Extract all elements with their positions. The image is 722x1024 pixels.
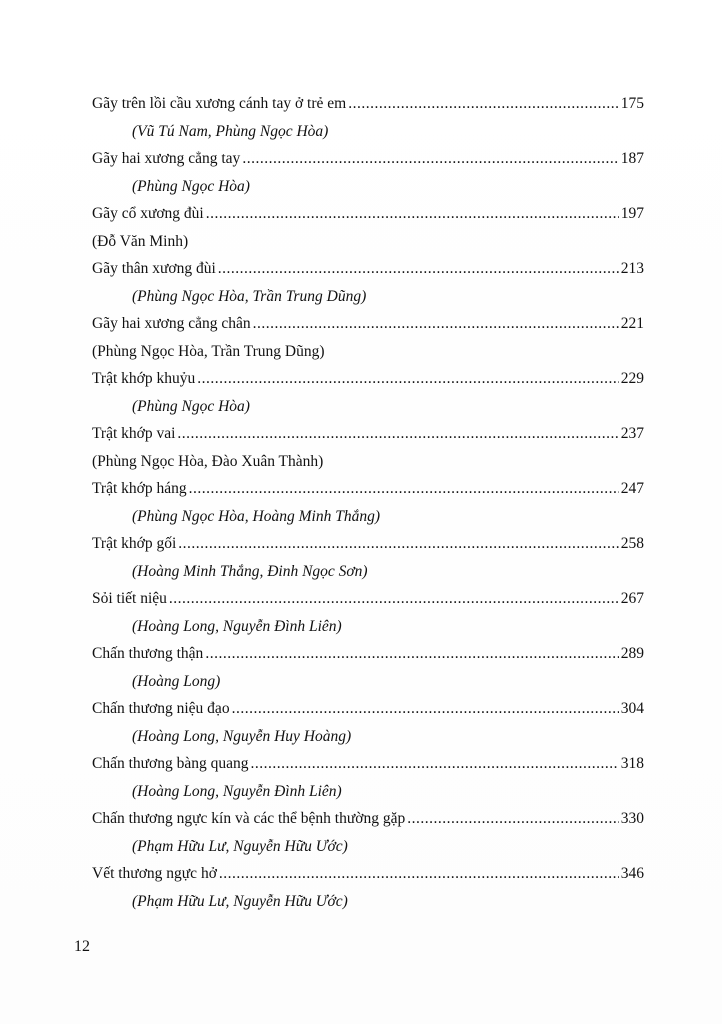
toc-entry-title: Chấn thương thận — [92, 645, 204, 662]
toc-title-line — [92, 423, 644, 451]
toc-entry-page: 289 — [620, 645, 644, 662]
toc-entry — [92, 148, 644, 203]
dot-leader — [232, 698, 619, 720]
page-number: 12 — [74, 938, 90, 955]
toc-entry — [92, 368, 644, 423]
toc-title-line — [92, 533, 644, 561]
toc-entry-authors: (Phùng Ngọc Hòa, Đào Xuân Thành) — [92, 452, 324, 470]
toc-entry-title: Chấn thương niệu đạo — [92, 700, 230, 717]
toc-title-line — [92, 588, 644, 616]
toc-entry — [92, 753, 644, 808]
toc-title-line — [92, 148, 644, 176]
toc-entry-page: 330 — [620, 810, 644, 827]
toc-entry-authors: (Phùng Ngọc Hòa, Trần Trung Dũng) — [92, 342, 325, 360]
toc-entry — [92, 698, 644, 753]
toc-title-line — [92, 203, 644, 231]
dot-leader — [407, 808, 619, 830]
toc-entry-title: Gãy hai xương cẳng chân — [92, 315, 251, 332]
toc-entry-authors: (Hoàng Long) — [132, 672, 221, 690]
toc-entry — [92, 478, 644, 533]
toc-entry — [92, 863, 644, 918]
toc-entry-title: Gãy cổ xương đùi — [92, 205, 204, 222]
toc-entry — [92, 258, 644, 313]
toc-entry-title: Chấn thương bàng quang — [92, 755, 249, 772]
toc-entry-page: 237 — [620, 425, 644, 442]
toc-entry-title: Trật khớp háng — [92, 480, 187, 497]
toc-entry — [92, 588, 644, 643]
toc-entry — [92, 533, 644, 588]
toc-entry-page: 258 — [620, 535, 644, 552]
toc-entry — [92, 313, 644, 368]
dot-leader — [218, 258, 619, 280]
dot-leader — [206, 203, 619, 225]
toc-entry-title: Trật khớp khuỷu — [92, 370, 196, 387]
toc-title-line — [92, 643, 644, 671]
toc-entry-title: Gãy hai xương cẳng tay — [92, 150, 241, 167]
toc-entry — [92, 423, 644, 478]
dot-leader — [242, 148, 618, 170]
dot-leader — [177, 423, 618, 445]
toc-entry-title: Trật khớp gối — [92, 535, 177, 552]
dot-leader — [189, 478, 619, 500]
toc-entry-page: 221 — [620, 315, 644, 332]
toc-entry-page: 197 — [620, 205, 644, 222]
dot-leader — [219, 863, 619, 885]
toc-entry-page: 175 — [620, 95, 644, 112]
dot-leader — [169, 588, 619, 610]
dot-leader — [348, 93, 619, 115]
toc-title-line — [92, 863, 644, 891]
toc-entry — [92, 808, 644, 863]
toc-entry-title: Gãy trên lồi cầu xương cánh tay ở trẻ em — [92, 95, 347, 112]
toc-entry-authors: (Phùng Ngọc Hòa) — [132, 397, 250, 415]
toc-entry-authors: (Đỗ Văn Minh) — [92, 232, 189, 250]
toc-entry-title: Gãy thân xương đùi — [92, 260, 216, 277]
toc-title-line — [92, 753, 644, 781]
toc-entry-authors: (Hoàng Long, Nguyễn Đình Liên) — [132, 782, 342, 800]
toc-title-line — [92, 93, 644, 121]
toc-entry-title: Vết thương ngực hở — [92, 865, 217, 882]
dot-leader — [251, 753, 619, 775]
toc-entry-authors: (Phạm Hữu Lư, Nguyễn Hữu Ước) — [132, 837, 348, 855]
toc-title-line — [92, 808, 644, 836]
toc-title-line — [92, 368, 644, 396]
toc-entry-title: Sỏi tiết niệu — [92, 590, 167, 607]
toc-entry-page: 187 — [620, 150, 644, 167]
toc-entry — [92, 93, 644, 148]
toc-entry-authors: (Phùng Ngọc Hòa) — [132, 177, 250, 195]
dot-leader — [205, 643, 618, 665]
toc-title-line — [92, 313, 644, 341]
toc-entry-authors: (Phùng Ngọc Hòa, Trần Trung Dũng) — [132, 287, 367, 305]
toc-entry-page: 346 — [620, 865, 644, 882]
toc-entry-page: 247 — [620, 480, 644, 497]
toc-entry-authors: (Hoàng Minh Thắng, Đinh Ngọc Sơn) — [132, 562, 368, 580]
toc-entry-authors: (Vũ Tú Nam, Phùng Ngọc Hòa) — [132, 122, 329, 140]
toc-entry-title: Chấn thương ngực kín và các thể bệnh thường gặp — [92, 810, 406, 827]
toc-entry-page: 229 — [620, 370, 644, 387]
toc-entry-page: 267 — [620, 590, 644, 607]
toc-entry-page: 213 — [620, 260, 644, 277]
toc-entry-page: 318 — [620, 755, 644, 772]
toc-entry-authors: (Hoàng Long, Nguyễn Đình Liên) — [132, 617, 342, 635]
table-of-contents — [92, 93, 644, 918]
toc-title-line — [92, 478, 644, 506]
toc-entry-title: Trật khớp vai — [92, 425, 176, 442]
toc-entry-authors: (Phùng Ngọc Hòa, Hoàng Minh Thắng) — [132, 507, 380, 525]
toc-title-line — [92, 698, 644, 726]
toc-entry-authors: (Phạm Hữu Lư, Nguyễn Hữu Ước) — [132, 892, 348, 910]
toc-entry — [92, 643, 644, 698]
toc-title-line — [92, 258, 644, 286]
toc-entry-authors: (Hoàng Long, Nguyễn Huy Hoàng) — [132, 727, 352, 745]
toc-entry — [92, 203, 644, 258]
toc-entry-page: 304 — [620, 700, 644, 717]
dot-leader — [178, 533, 618, 555]
dot-leader — [253, 313, 619, 335]
dot-leader — [197, 368, 619, 390]
